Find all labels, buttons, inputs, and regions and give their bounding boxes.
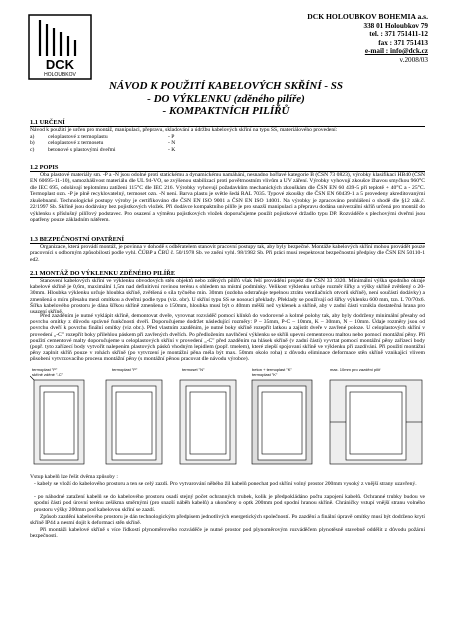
- company-tel: tel. : 371 751411-12: [369, 30, 428, 39]
- diagram-label-2: termoplast "P": [112, 367, 138, 372]
- document-version: v.2008/03: [399, 55, 428, 64]
- section-1-3-text: Organizace, která provádí montáž, je povinna v dohodě s odběratelem stanovit pracovní postupy tak, aby byly bezpečné. Montáže kabelových skříní mohou provádět pouze pracovníci s odborným způsobilostí podle vyhl. ČÚBP a ČBÚ č. 50/1978 Sb. ve znění vyhl. 98/1982 Sb. Při práci musí respektovat bezpečnostní předpisy dle ČSN EN 50110-1 ed2.: [30, 244, 425, 263]
- company-name: DCK HOLOUBKOV BOHEMIA a.s.: [307, 12, 428, 21]
- list-item: c) betonové s plastovými dveřmi - K: [30, 146, 176, 153]
- section-1-2-text: Oba plastové materiály sm. -P a -N jsou odolné proti statickému a dynamickému namáhání, nesnadno hořlavé kategorie B (ČSN 73 0823), výrobky klasifikaci HB40 (ČSN EN 60695-11-10), samozhášivost materiálu dle UL 94-VO, se zvýšenou stabilizací proti povětrnostním vlivům a UV záření. Výrobky vyhovují zkoušce žhavou smyčkou 960°C dle IEC 695, odolávají teplotnímu zatížení 115°C dle IEC 216. Výrobky vyhovují požadavkům mechanických zkouškám dle ČSN EN 60 439-5 při teplotě + 40°C a - 25°C. Termoplast ozn. -P je plně recyklovatelný, termoset ozn. -N není. Barva plastu je světle šedá RAL 7035. Typové zkoušky dle ČSN EN 60439-1 a 5 provedeny akreditovanými zkušebnami. Technologické postupy výroby je certifikováno dle ČSN EN ISO 9001 a ČSN EN ISO 14001. Na výrobky je zpracováno prohlášení o shodě dle §12 zák.č. 22/1997 Sb. Skříně jsou dodávány bez pojistkových vložek. Při dodávce kompaktního pilíře je pro snazší manipulaci a přepravu dodána univerzální skříň určená pro montáž do výklenku s příslušný pilířový podstavec. Pro osazení a výměnu pojistkových vložek doporučujeme použít pojistkové držadlo typu DP. Rozváděče s plechovými dveřmi jsou opatřeny pouze základním nátěrem.: [30, 172, 425, 224]
- diagram-panel-4: [252, 380, 312, 464]
- section-heading-1-1: 1.1 URČENÍ: [30, 119, 65, 126]
- cable-entry-text-2: Způsob zazdění kabelového prostoru je dán technologickým předpisem jednotlivých energetických společností. Po zazdění a finální úpravě omítky musí být dodrženo krytí skříně IP44 a nesmí dojít k deformaci stěn skříně.: [30, 514, 425, 527]
- section-heading-1-3: 1.3 BEZPEČNOSTNÍ OPATŘENÍ: [30, 236, 125, 243]
- diagram-label-1: termoplast "P": [32, 367, 58, 372]
- diagram-panel-2: [106, 380, 162, 464]
- list-item: a) celoplastové z termoplastu - P: [30, 134, 175, 140]
- cable-entry-item-1: - kabely se vloží do kabelového prostoru a ten se celý zazdí. Pro vytvarování něbého žil kabelů ponechat pod skříní volný prostor 200mm vysoký z vnější strany uzavřený.: [34, 481, 417, 487]
- title-line-2: - DO VÝKLENKU (zděného pilíře): [147, 92, 305, 105]
- installation-diagram: [30, 366, 426, 468]
- title-line-3: - KOMPAKTNÍCH PILÍŘŮ: [162, 105, 290, 117]
- logo-text: DCK: [45, 57, 75, 72]
- company-contact-block: [258, 13, 428, 65]
- list-item: b) celoplastové z termosetu - N: [30, 140, 176, 147]
- section-2-1-text-1: Stanovení kabelových skříní ve výklenku obvodových stěn objektů nebo zděných pilířů však řeší provádění projekt dle ČSN 33 3320. Minimální výška spodního okraje kabelové skříně je 0,6m, maximální 1,5m nad definitivní rovinou terénu s ohledem na místní podmínky. Velikost výklenku určuje rozměr šířky a výšky skříně zvětšený o 20-30mm. Hloubka výklenku určuje hloubka skříně, zvětšená o síla tyčného min. 30mm (ozdoba odstraňuje tepelnou ztrátu ventilačních otvorů skříně), není součástí dodávky) a zmenšená o míru přesahu mezi omítkou a dveřmi podle typu (viz. obr). U skříní typu SS se nosoucí překlady. Překlady se používají od šířky výklenku 600 mm, tzn. L 70/70x6. Šířka kabelového prostoru je dána šířkou skříně zmenšena o 150mm, hloubka musí být o 40mm měšší než vyklenek a skříně, aby v zadní části vznikla dostatečná hrana pro usazení skříně.: [30, 278, 425, 316]
- diagram-sublabel-1: skříně zděné "-C": [32, 372, 64, 377]
- cable-entry-item-2: - po náhodné zatažení kabelů se do kabelového prostoru osadí stejný počet ochranných trubek, kolik je předpokládáno počtu zapojení kabelů. Ochranné trubky budou ve spodní části pod úrovní terénu zešikma směrnými (pro snazší náběh kabelů) a ukončeny o optk 200mm pod spodní hranou skříně. Chráničky vstupí vnější stranu volného prostoru výšky 200mm pod kabelovou skříní se zazdí.: [34, 494, 425, 513]
- section-2-1-text-2: Před zazděním je nutné vyklápit skříně, demontovat dveře, vyrovnat rozváděč pomocí klínků do vodorovné a kolmé polohy tak, aby byly dodrženy minimální přesahy od povrchu omítky z důvodu správné funkčnosti dveří. Doporučujeme dodržet následující rozměry: P – 35mm, P-C – 10mm, K – 30mm, N – 10mm. Údaje rozměry jsou od povrchu dveří k povrchu finální omítky (viz obr.). Před vlastním zazděním, je nutné boky skříně rozepřít latkou a zajistit dveře v zavřené poloze. U celoplastových skříní v provedení „-C" rozepřít boky přilehlou páskem při zavřených dveřích. Po předložením navlhčení výklenku se skříň upevní cementovou maltou nebo pomocí montážní pěny. Při použití cementové malty doporučujeme u celoplastových skříní v provedení „-C" před zazděním na hlásek skříně (v zadní části) vyvrtat pomocí montážní pěny zařízecí body (popř. tyto zařízecí body vytvořit nalepením plastových pásků vhodným lepidlem (popř. tmelem), které zlepší spojovaní skříně ve výklenku při zazdívání. Při použití montážní pěny zaplnit skříň pouze v rohách skříně (po vytvrzení je montážní pěna méla být max. 50mm okolo roha) z důvodu eliminace deformace stěn skříně vznikající vlivem působení vytvrzovacího procesu montážní pěny (s montážní pěnou pracovat dle návodu výrobce).: [30, 313, 425, 363]
- material-list: [30, 134, 425, 153]
- document-title: [40, 80, 412, 118]
- title-line-1: NÁVOD K POUŽITÍ KABELOVÝCH SKŘÍNÍ - SS: [108, 80, 344, 92]
- company-email[interactable]: e-mail : info@dck.cz: [364, 47, 428, 56]
- diagram-sublabel-4: termoplast "K": [252, 372, 278, 377]
- company-logo: [28, 14, 92, 80]
- cable-entry-text-3: Při montáži kabelové skříně s více řídkostí plynoměrového rozváděče je nutné prostor pod plynoměrovým rozváděčem plynotěsně stavebně oddělit z důvodu požární bezpečnosti.: [30, 527, 425, 540]
- logo-subtext: HOLOUBKOV: [44, 72, 76, 78]
- diagram-panel-5: [330, 380, 422, 464]
- diagram-label-3: termoset "N": [182, 367, 205, 372]
- section-heading-2-1: 2.1 MONTÁŽ DO VÝKLENKU ZDĚNÉHO PILÍŘE: [30, 270, 176, 277]
- company-address: 338 01 Holoubkov 79: [363, 21, 428, 30]
- diagram-label-5: max. 10mm pro zazdění pilíř: [330, 367, 381, 372]
- section-1-1-text: Návod k použití je určen pro montáž, manipulaci, přepravu, skladování a údržbu kabelových skříní na typu SS, materiálového provedení:: [30, 127, 338, 133]
- diagram-panel-3: [180, 380, 236, 464]
- diagram-label-4: beton + termoplast "K": [252, 367, 292, 372]
- company-fax: fax : 371 751413: [378, 38, 428, 47]
- diagram-panel-1: [30, 376, 84, 464]
- section-heading-1-2: 1.2 POPIS: [30, 164, 59, 171]
- cable-entry-intro: Vstup kabelů lze řešit dvěma způsoby :: [30, 474, 118, 480]
